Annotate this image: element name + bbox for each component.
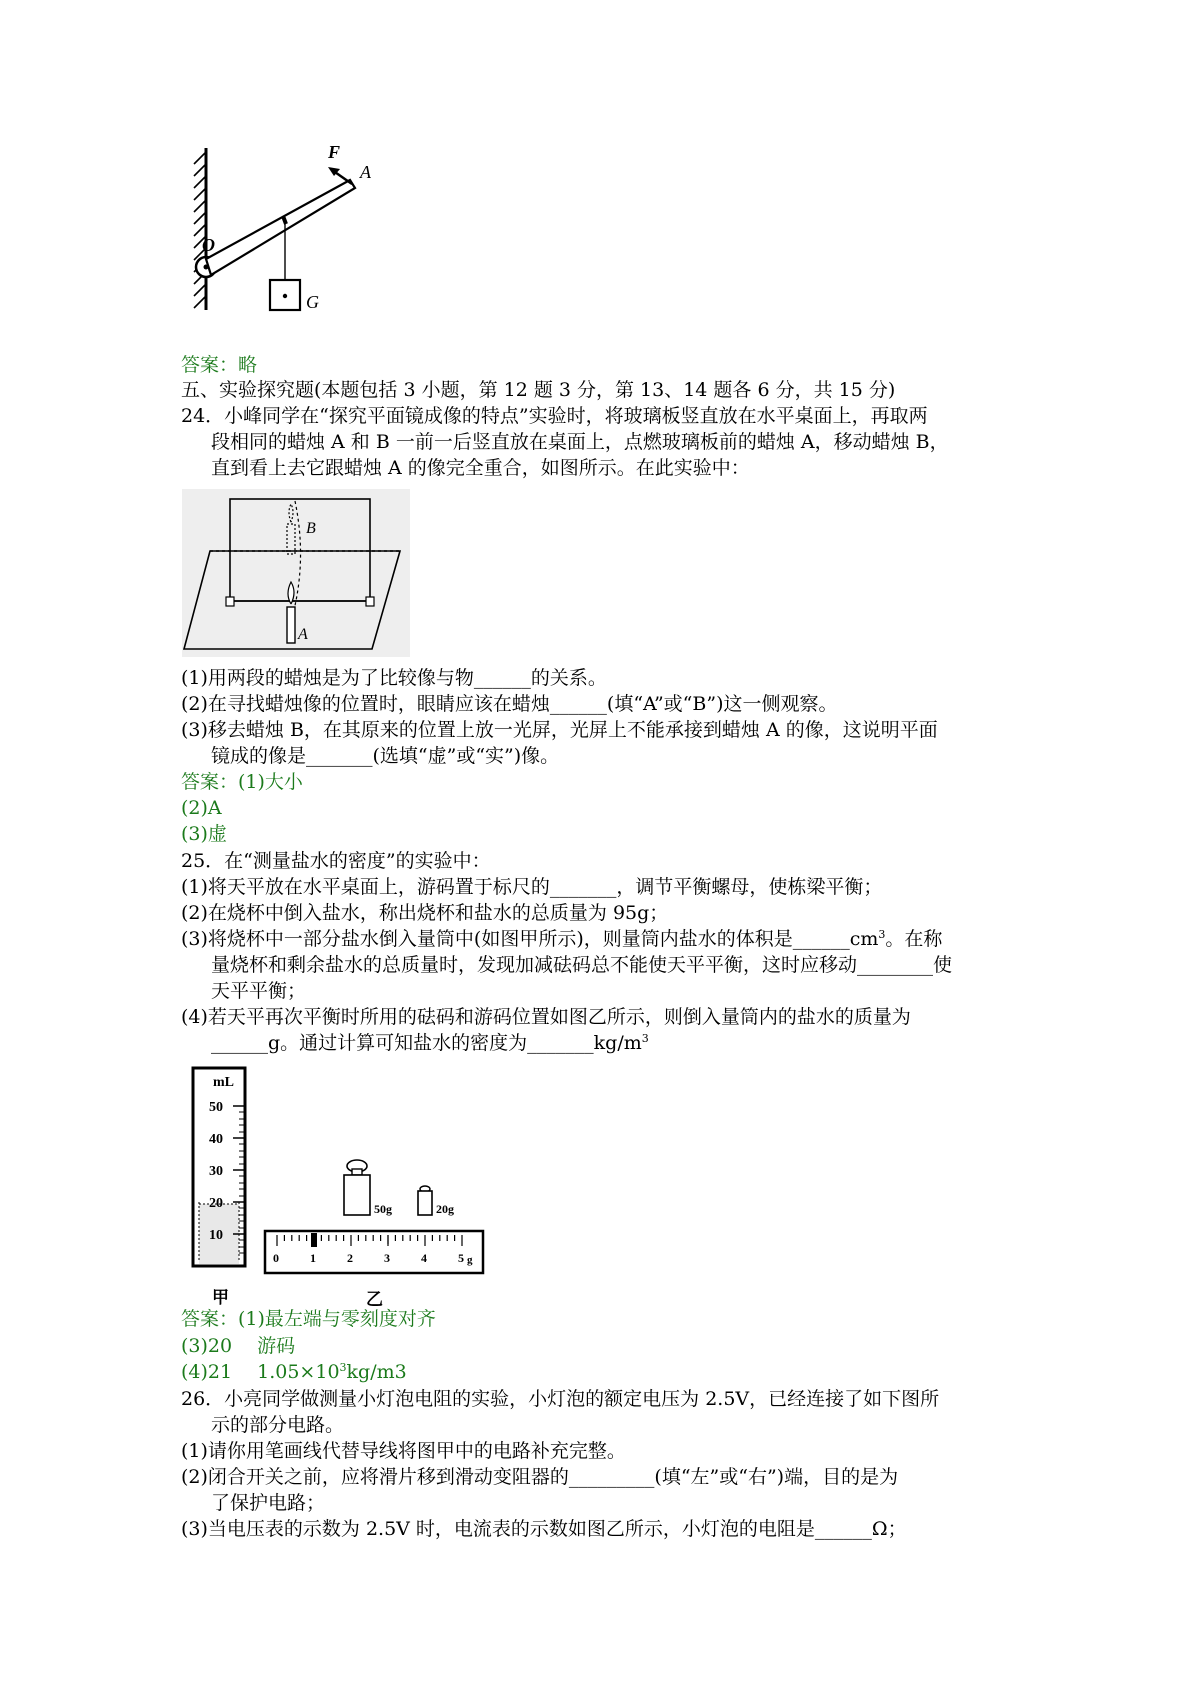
scale-label-0: 0	[273, 1251, 279, 1265]
candle-a-label: A	[298, 626, 308, 643]
scale-label-3: 3	[384, 1251, 390, 1265]
q24-stem-line3: 直到看上去它跟蜡烛 A 的像完全重合，如图所示。在此实验中：	[211, 457, 750, 479]
q26-part1: (1)请你用笔画线代替导线将图甲中的电路补充完整。	[181, 1440, 626, 1462]
balance-rider	[311, 1233, 317, 1247]
candle-b-label: B	[306, 520, 316, 537]
scale-label-5: 5	[458, 1251, 464, 1265]
force-label: F	[328, 142, 341, 162]
cylinder-tick-10: 10	[209, 1228, 223, 1243]
q24-answer-1: 答案：(1)大小	[181, 771, 303, 793]
cylinder-figure-label: 甲	[212, 1288, 229, 1308]
q25-answer-2: (3)20 游码	[181, 1335, 296, 1357]
q26-part2-line1: (2)闭合开关之前，应将滑片移到滑动变阻器的_________(填“左”或“右”)端，目的是为	[181, 1466, 899, 1488]
q26-stem-line1: 26．小亮同学做测量小灯泡电阻的实验，小灯泡的额定电压为 2.5V，已经连接了如下图所	[181, 1388, 940, 1410]
q24-part3-line1: (3)移去蜡烛 B，在其原来的位置上放一光屏，光屏上不能承接到蜡烛 A 的像，这说明平面	[181, 719, 938, 741]
q25-part4-line2: ______g。通过计算可知盐水的密度为$\_\_\_\_\_\_\_kg/m^3$	[211, 1032, 649, 1054]
q25-answer-3: (4)21 $1.05\times 10^3kg/m3$	[181, 1361, 407, 1383]
q25-part3-line1: (3)将烧杯中一部分盐水倒入量筒中(如图甲所示)，则量筒内盐水的体积是$\_\_\_\_\_\_cm^3$。在称	[181, 928, 943, 950]
q26-stem-line2: 示的部分电路。	[211, 1414, 345, 1436]
cylinder-tick-50: 50	[209, 1100, 223, 1115]
weight-label: G	[306, 292, 319, 312]
scale-label-4: 4	[421, 1251, 427, 1265]
q26-part2-line2: 了保护电路；	[211, 1492, 326, 1514]
q24-answer-2: (2)A	[181, 797, 222, 819]
balance-figure-label: 乙	[366, 1290, 383, 1310]
scale-unit: g	[467, 1254, 473, 1266]
plane-mirror-figure	[182, 489, 410, 657]
q25-part3-line3: 天平平衡；	[211, 980, 307, 1002]
graduated-cylinder-figure	[185, 1062, 255, 1282]
answer-23: 答案：略	[181, 354, 258, 376]
q26-part3: (3)当电压表的示数为 2.5V 时，电流表的示数如图乙所示，小灯泡的电阻是______Ω；	[181, 1518, 907, 1540]
weight-20g-label: 20g	[436, 1202, 454, 1216]
q25-stem: 25．在“测量盐水的密度”的实验中：	[181, 850, 491, 872]
q24-part1: (1)用两段的蜡烛是为了比较像与物______的关系。	[181, 667, 607, 689]
cylinder-tick-30: 30	[209, 1164, 223, 1179]
pivot-label: O	[202, 235, 215, 255]
lever-figure	[180, 140, 400, 340]
q25-part3-line2: 量烧杯和剩余盐水的总质量时，发现加减砝码总不能使天平平衡，这时应移动________使	[211, 954, 953, 976]
q24-part3-line2: 镜成的像是_______(选填“虚”或“实”)像。	[211, 745, 560, 767]
end-a-label: A	[360, 162, 371, 182]
scale-label-2: 2	[347, 1251, 353, 1265]
q25-part1: (1)将天平放在水平桌面上，游码置于标尺的_______，调节平衡螺母，使栋梁平衡；	[181, 876, 883, 898]
weight-50g-label: 50g	[374, 1202, 392, 1216]
cylinder-tick-40: 40	[209, 1132, 223, 1147]
q24-stem-line2: 段相同的蜡烛 A 和 B 一前一后竖直放在桌面上，点燃玻璃板前的蜡烛 A，移动蜡烛 B，	[211, 431, 949, 453]
q24-answer-3: (3)虚	[181, 823, 227, 845]
balance-figure	[262, 1145, 487, 1275]
cylinder-tick-20: 20	[209, 1196, 223, 1211]
q25-answer-1: 答案：(1)最左端与零刻度对齐	[181, 1308, 436, 1330]
q25-part4-line1: (4)若天平再次平衡时所用的砝码和游码位置如图乙所示，则倒入量筒内的盐水的质量为	[181, 1006, 911, 1028]
scale-label-1: 1	[310, 1251, 316, 1265]
q24-part2: (2)在寻找蜡烛像的位置时，眼睛应该在蜡烛______(填“A”或“B”)这一侧观察。	[181, 693, 838, 715]
section-heading: 五、实验探究题(本题包括 3 小题，第 12 题 3 分，第 13、14 题各 6 分，共 15 分)	[181, 379, 896, 401]
cylinder-unit: mL	[213, 1075, 234, 1090]
q24-stem-line1: 24．小峰同学在“探究平面镜成像的特点”实验时，将玻璃板竖直放在水平桌面上，再取两	[181, 405, 928, 427]
q25-part2: (2)在烧杯中倒入盐水，称出烧杯和盐水的总质量为 95g；	[181, 902, 669, 924]
